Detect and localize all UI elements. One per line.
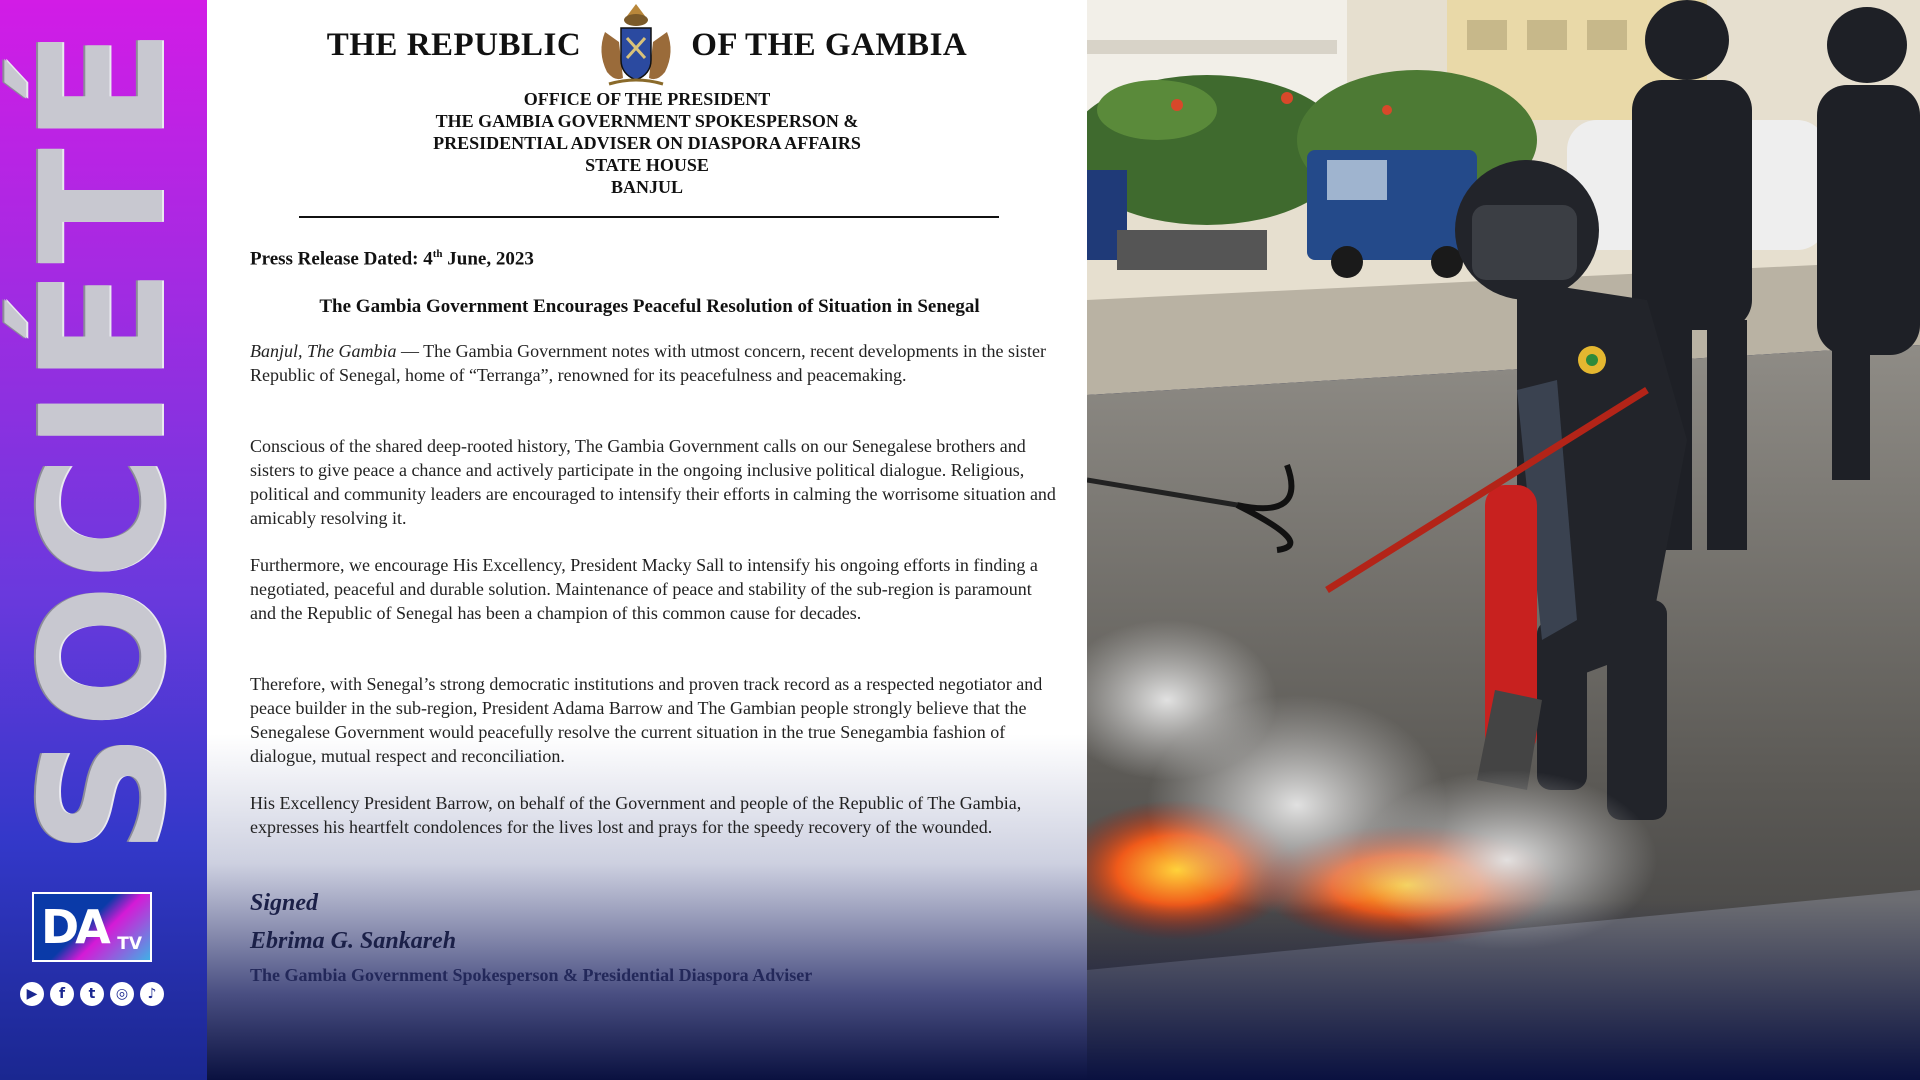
social-links bbox=[20, 982, 164, 1006]
date-prefix: Press Release Dated: 4 bbox=[250, 248, 433, 270]
office-line: BANJUL bbox=[610, 177, 683, 197]
logo-sub: TV bbox=[117, 934, 142, 954]
letterhead-right: OF THE GAMBIA bbox=[691, 26, 968, 63]
logo-main: DA bbox=[41, 900, 107, 954]
paragraph-text: — The Gambia Government notes with utmost concern, recent developments in the sister Republic of Senegal, home of “Terranga”, renowned for its peacefulness and peacemaking. bbox=[250, 341, 1047, 385]
release-date bbox=[250, 248, 534, 270]
instagram-icon[interactable]: ◎ bbox=[110, 982, 134, 1006]
paragraph-2: Conscious of the shared deep-rooted history, The Gambia Government calls on our Senegalese brothers and sisters to give peace a chance and actively participate in the ongoing inclusive political dialogue. Religious, political and community leaders are encouraged to intensify their efforts in calming the worrisome situation and amicably resolving it. bbox=[250, 436, 1056, 528]
facebook-icon[interactable]: f bbox=[50, 982, 74, 1006]
letterhead bbox=[207, 0, 1087, 90]
paragraph-5: His Excellency President Barrow, on behalf of the Government and people of the Republic of The Gambia, expresses his heartfelt condolences for the lives lost and prays for the speedy recovery of the wounded. bbox=[250, 793, 1022, 837]
signatory-name: Ebrima G. Sankareh bbox=[250, 928, 457, 954]
office-line: STATE HOUSE bbox=[585, 155, 709, 175]
press-release-document bbox=[207, 0, 1087, 1080]
office-line: PRESIDENTIAL ADVISER ON DIASPORA AFFAIRS bbox=[433, 133, 861, 153]
youtube-icon[interactable]: ▶ bbox=[20, 982, 44, 1006]
riot-police-photo bbox=[1087, 0, 1920, 1080]
brand-sidebar bbox=[0, 0, 207, 1080]
twitter-icon[interactable]: t bbox=[80, 982, 104, 1006]
signed-label: Signed bbox=[250, 890, 319, 916]
paragraph-3: Furthermore, we encourage His Excellency, President Macky Sall to intensify his ongoing efforts in finding a negotiated, peaceful and durable solution. Maintenance of peace and stability of the sub-region is paramount and the Republic of Senegal has been a champion of this common cause for decades. bbox=[250, 555, 1038, 623]
paragraph-1 bbox=[250, 339, 1060, 387]
office-block bbox=[207, 88, 1087, 198]
office-line: THE GAMBIA GOVERNMENT SPOKESPERSON & bbox=[435, 111, 859, 131]
release-title: The Gambia Government Encourages Peaceful Resolution of Situation in Senegal bbox=[319, 296, 980, 317]
divider bbox=[299, 216, 999, 218]
dateline: Banjul, The Gambia bbox=[250, 341, 397, 361]
paragraph-4: Therefore, with Senegal’s strong democratic institutions and proven track record as a respected negotiator and peace builder in the sub-region, President Adama Barrow and The Gambian people strongly believe that the Senegalese Government would peacefully resolve the current situation in the true Senegambia fashion of dialogue, mutual respect and reconciliation. bbox=[250, 674, 1043, 766]
office-line: OFFICE OF THE PRESIDENT bbox=[523, 89, 771, 109]
signatory-title: The Gambia Government Spokesperson & Presidential Diaspora Adviser bbox=[250, 965, 813, 985]
da-tv-logo[interactable] bbox=[32, 892, 152, 962]
coat-of-arms-icon bbox=[595, 2, 677, 88]
date-sup: th bbox=[432, 248, 443, 260]
date-suffix: June, 2023 bbox=[442, 248, 534, 270]
section-label: SOCIÉTÉ bbox=[5, 23, 203, 855]
tiktok-icon[interactable]: ♪ bbox=[140, 982, 164, 1006]
news-photo bbox=[1087, 0, 1920, 1080]
letterhead-left: THE REPUBLIC bbox=[326, 26, 582, 63]
